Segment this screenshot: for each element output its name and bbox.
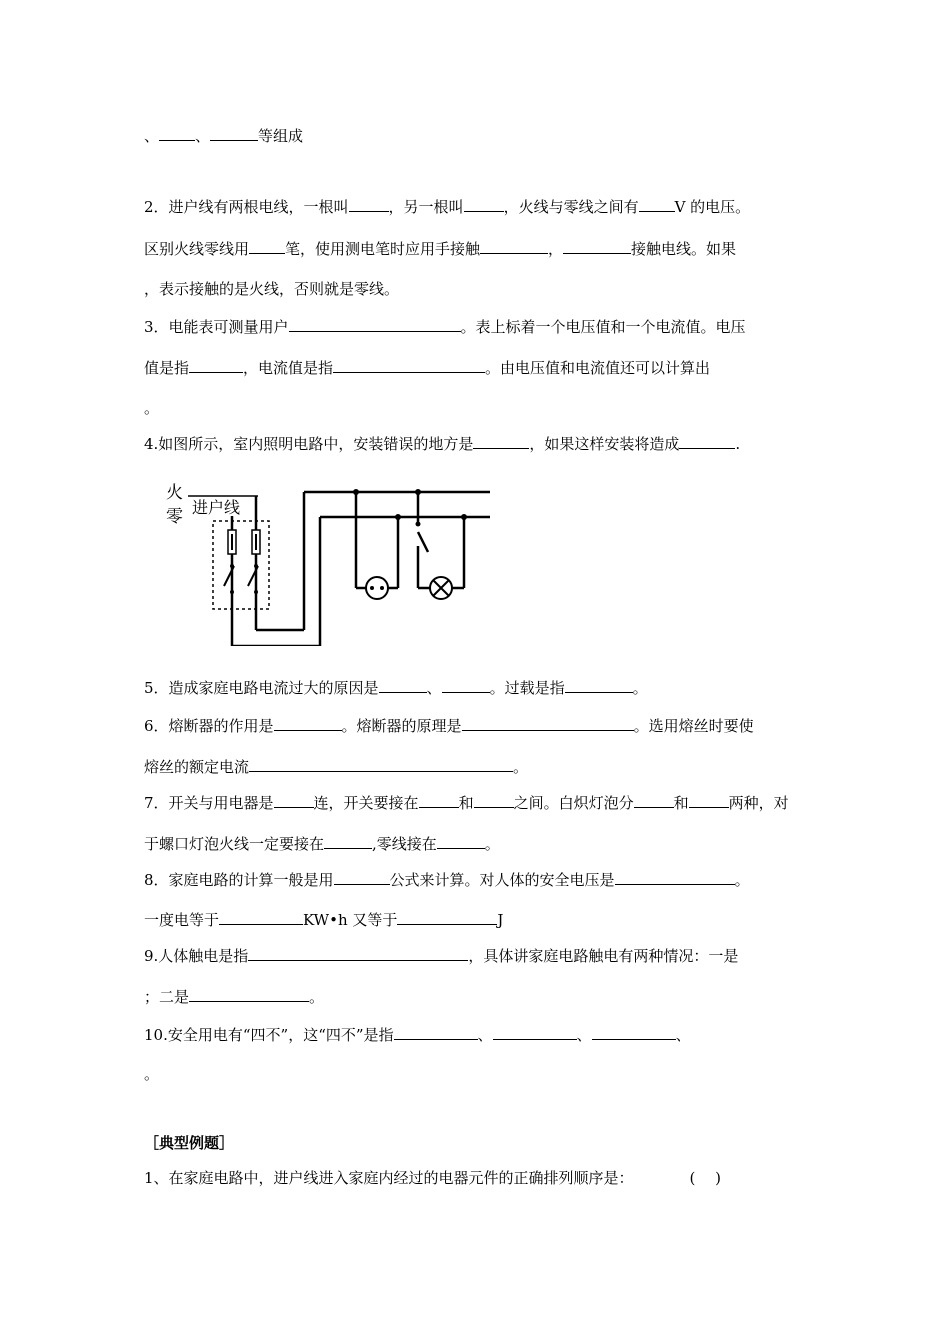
question-9-line-1: 9.人体触电是指 ，具体讲家庭电路触电有两种情况：一是 [144, 947, 739, 965]
blank[interactable] [679, 434, 735, 449]
blank[interactable] [474, 793, 514, 808]
blank[interactable] [159, 126, 195, 141]
blank[interactable] [248, 946, 468, 961]
blank[interactable] [473, 434, 529, 449]
blank[interactable] [437, 834, 485, 849]
blank[interactable] [634, 793, 674, 808]
junction-dot [353, 489, 359, 495]
blank[interactable] [349, 197, 389, 212]
blank[interactable] [189, 987, 309, 1002]
blank[interactable] [324, 834, 372, 849]
junction-dot [395, 514, 401, 520]
blank[interactable] [689, 793, 729, 808]
blank[interactable] [565, 678, 633, 693]
circuit-diagram [160, 476, 500, 646]
section-heading-examples: ［典型例题］ [144, 1134, 235, 1152]
blank[interactable] [419, 793, 459, 808]
blank[interactable] [289, 317, 461, 332]
text-line-components: 、 、 等组成 [144, 127, 304, 145]
socket-icon [366, 577, 388, 599]
question-2-line-2: 区别火线零线用 笔，使用测电笔时应用手接触 ， 接触电线。如果 [144, 240, 737, 258]
blank[interactable] [563, 239, 631, 254]
blank[interactable] [464, 197, 504, 212]
question-7-line-2: 于螺口灯泡火线一定要接在 ,零线接在 。 [144, 835, 500, 853]
question-6-line-2: 熔丝的额定电流 。 [144, 758, 529, 776]
junction-dot [461, 514, 467, 520]
question-3-line-2: 值是指 ，电流值是指 。由电压值和电流值还可以计算出 [144, 359, 711, 377]
blank[interactable] [249, 757, 513, 772]
question-4: 4.如图所示，室内照明电路中，安装错误的地方是 ，如果这样安装将造成 . [144, 435, 741, 453]
blank[interactable] [249, 239, 285, 254]
question-5: 5．造成家庭电路电流过大的原因是 、 。过载是指 。 [144, 679, 648, 697]
example-1: 1、在家庭电路中，进户线进入家庭内经过的电器元件的正确排列顺序是： ( ) [144, 1169, 722, 1187]
blank[interactable] [189, 358, 243, 373]
lamp-icon [430, 577, 452, 599]
blank[interactable] [480, 239, 548, 254]
blank[interactable] [394, 1025, 478, 1040]
question-2-line-1: 2．进户线有两根电线，一根叫 ，另一根叫 ，火线与零线之间有 V 的电压。 [144, 198, 751, 216]
blank[interactable] [333, 358, 485, 373]
question-8-line-1: 8．家庭电路的计算一般是用 公式来计算。对人体的安全电压是 。 [144, 871, 750, 889]
blank[interactable] [274, 716, 342, 731]
question-2-line-3: ，表示接触的是火线，否则就是零线。 [144, 280, 400, 298]
label-inlet: 进户线 [192, 498, 241, 517]
question-3-line-1: 3．电能表可测量用户 。表上标着一个电压值和一个电流值。电压 [144, 318, 746, 336]
question-7-line-1: 7．开关与用电器是 连，开关要接在 和 之间。白炽灯泡分 和 两种，对 [144, 794, 789, 812]
label-fire: 火 [166, 483, 183, 503]
question-6-line-1: 6．熔断器的作用是 。熔断器的原理是 。选用熔丝时要使 [144, 717, 754, 735]
question-10-line-2: 。 [144, 1065, 160, 1083]
question-8-line-2: 一度电等于 KW•h 又等于 J [144, 911, 504, 929]
blank[interactable] [462, 716, 634, 731]
junction-dot [416, 522, 421, 527]
blank[interactable] [210, 126, 258, 141]
blank[interactable] [592, 1025, 676, 1040]
junction-dot [415, 489, 421, 495]
blank[interactable] [274, 793, 314, 808]
blank[interactable] [493, 1025, 577, 1040]
label-zero: 零 [166, 507, 183, 527]
question-9-line-2: ；二是 。 [144, 988, 325, 1006]
blank[interactable] [379, 678, 427, 693]
blank[interactable] [397, 910, 497, 925]
blank[interactable] [442, 678, 490, 693]
blank[interactable] [219, 910, 303, 925]
blank[interactable] [639, 197, 675, 212]
lamp-switch [418, 532, 428, 552]
blank[interactable] [334, 870, 390, 885]
question-3-line-3: 。 [144, 399, 160, 417]
question-10-line-1: 10.安全用电有“四不”，这“四不”是指 、 、 、 [144, 1026, 691, 1044]
blank[interactable] [615, 870, 735, 885]
